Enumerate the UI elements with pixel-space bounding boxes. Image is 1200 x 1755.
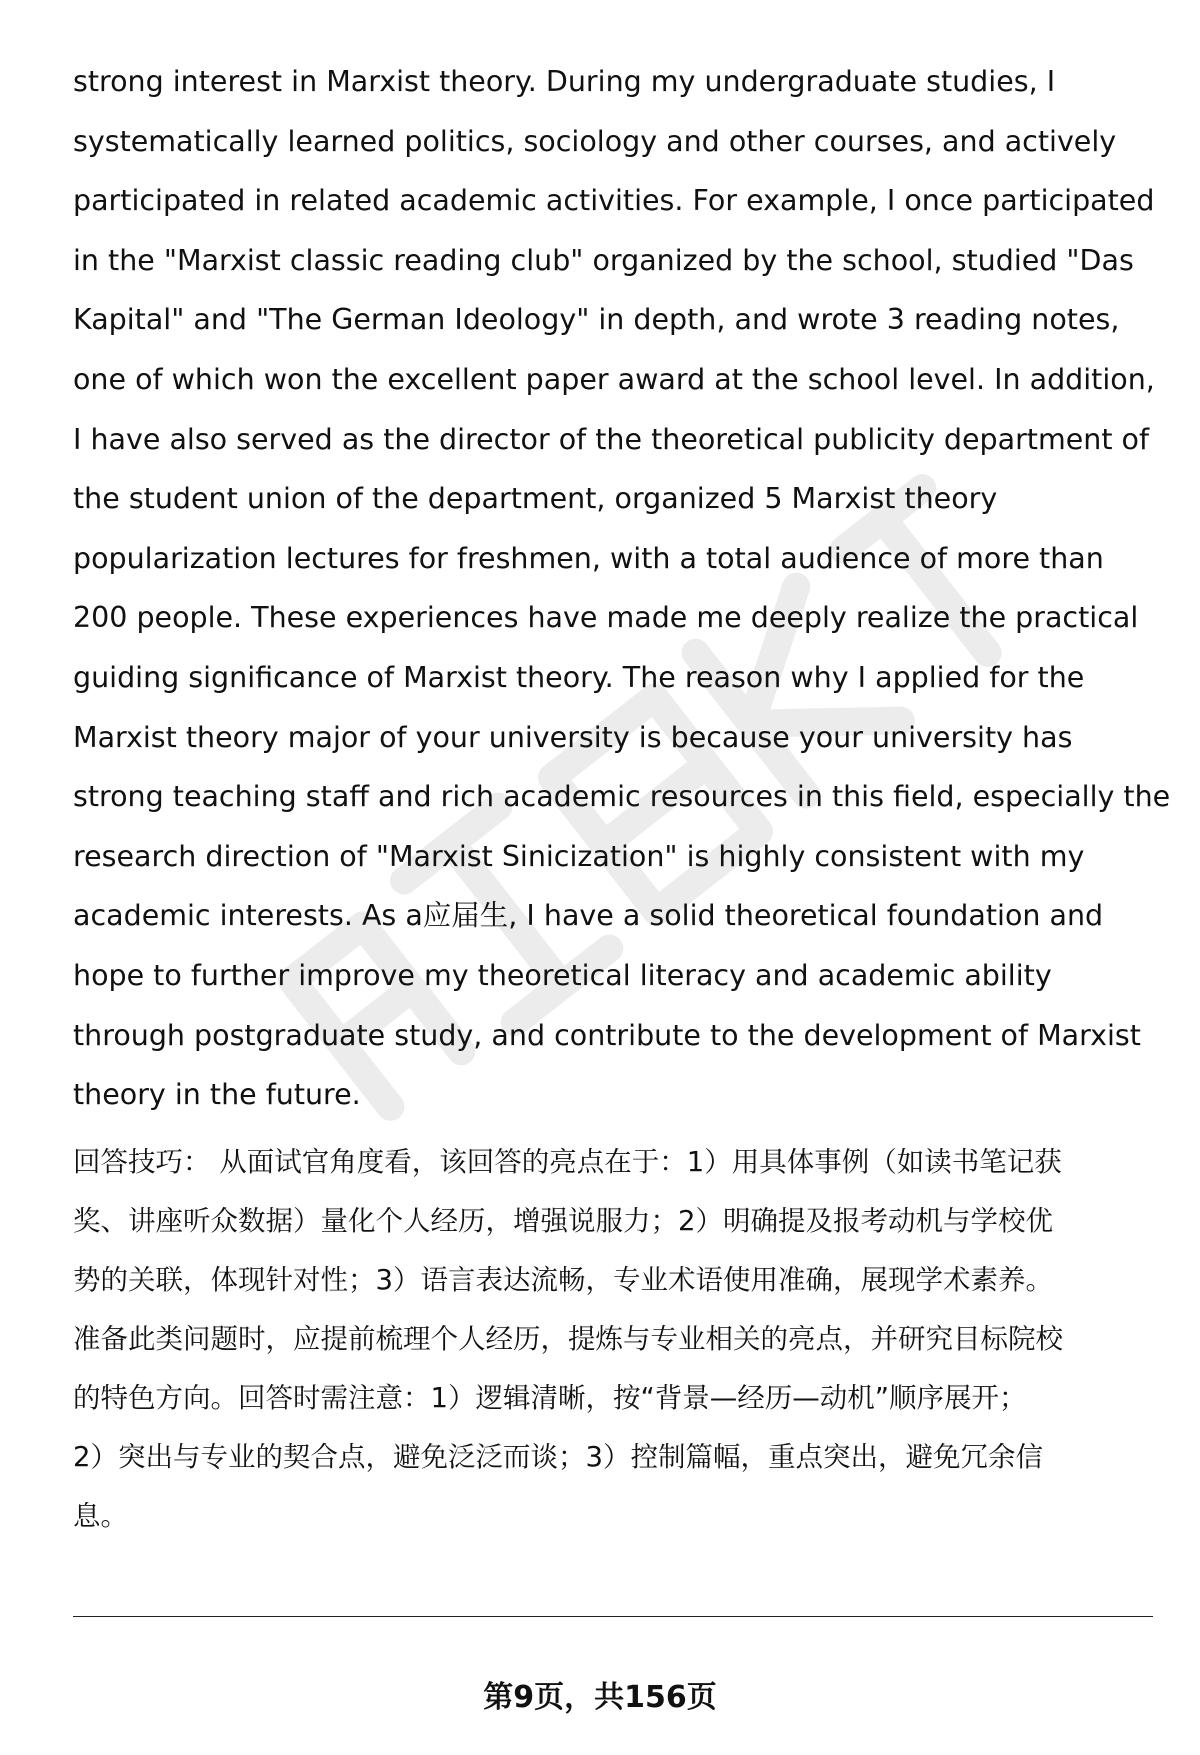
answer-line: one of which won the excellent paper award at the school level. In addition, [73,362,1155,396]
answer-line: research direction of "Marxist Sinicization" is highly consistent with my [73,839,1085,873]
page-number: 第9页，共156页 [483,1680,717,1715]
answer-line: systematically learned politics, sociology and other courses, and actively [73,124,1117,158]
answer-line: strong interest in Marxist theory. During my undergraduate studies, I [73,65,1056,98]
answer-line: Kapital" and "The German Ideology" in depth, and wrote 3 reading notes, [73,303,1120,337]
answer-line: participated in related academic activities. For example, I once participated [73,184,1155,218]
answer-line: guiding significance of Marxist theory. The reason why I applied for the [73,660,1085,694]
answer-line: I have also served as the director of the theoretical publicity department of [73,422,1150,456]
answer-line: strong teaching staff and rich academic resources in this field, especially the [73,780,1171,814]
answer-line: 200 people. These experiences have made me deeply realize the practical [73,601,1139,635]
tips-line: 奖、讲座听众数据）量化个人经历，增强说服力；2）明确提及报考动机与学校优 [73,1205,1053,1237]
tips-line: 势的关联，体现针对性；3）语言表达流畅，专业术语使用准确，展现学术素养。 [73,1264,1053,1296]
footer-divider [73,1616,1153,1617]
answer-line: through postgraduate study, and contribute to the development of Marxist [73,1018,1141,1052]
answer-line: popularization lectures for freshmen, with a total audience of more than [73,541,1104,575]
answer-line: hope to further improve my theoretical literacy and academic ability [73,958,1052,992]
tips-line: 的特色方向。回答时需注意：1）逻辑清晰，按“背景—经历—动机”顺序展开； [73,1382,1027,1414]
english-answer-paragraph [73,52,1171,1125]
tips-line: 准备此类问题时，应提前梳理个人经历，提炼与专业相关的亮点，并研究目标院校 [73,1323,1063,1355]
answer-line: the student union of the department, organized 5 Marxist theory [73,482,998,516]
tips-line: 息。 [73,1500,128,1532]
answer-line: in the "Marxist classic reading club" organized by the school, studied "Das [73,243,1134,277]
answer-line: theory in the future. [73,1078,361,1112]
answer-line: Marxist theory major of your university is because your university has [73,720,1073,754]
answer-line: academic interests. As a应届生, I have a solid theoretical foundation and [73,899,1104,933]
tips-line: 2）突出与专业的契合点，避免泛泛而谈；3）控制篇幅，重点突出，避免冗余信 [73,1441,1043,1473]
tips-line: 回答技巧： 从面试官角度看，该回答的亮点在于：1）用具体事例（如读书笔记获 [73,1146,1062,1178]
answer-tips-paragraph [73,1133,1153,1546]
